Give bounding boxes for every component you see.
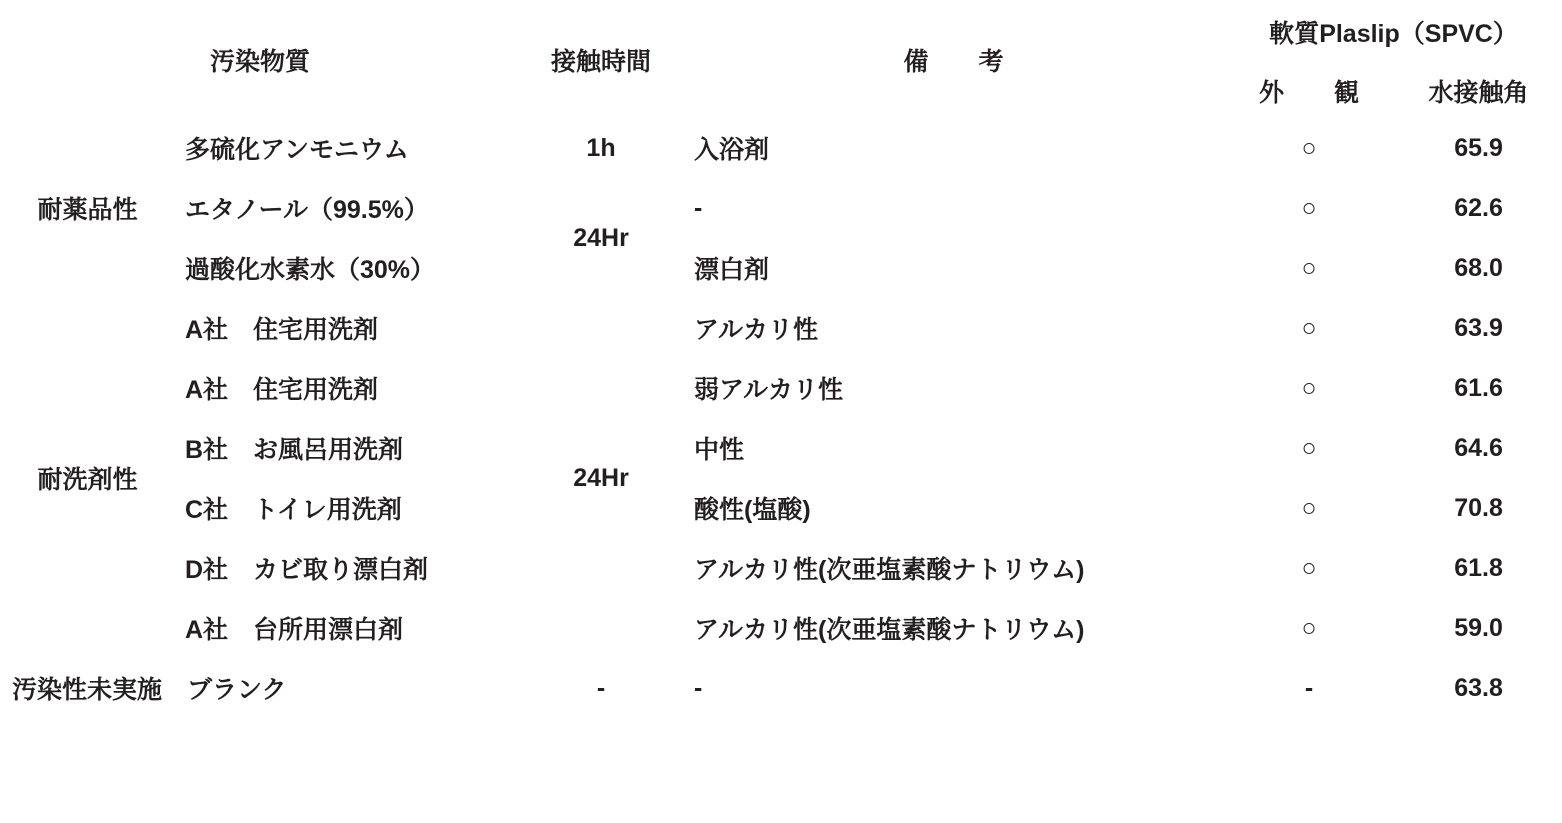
- header-row-top: [1, 1, 1562, 63]
- substance-name: C社 トイレ用洗剤: [174, 478, 519, 538]
- table-row: [1, 238, 1562, 298]
- appearance-result: ○: [1224, 598, 1394, 658]
- header-remarks: 備 考: [683, 1, 1224, 118]
- appearance-result: ○: [1224, 118, 1394, 178]
- remarks: 中性: [683, 418, 1224, 478]
- header-material: 軟質Plaslip（SPVC）: [1224, 1, 1562, 63]
- water-contact-angle-value: 63.8: [1394, 658, 1562, 718]
- substance-name: B社 お風呂用洗剤: [174, 418, 519, 478]
- header-contact-time: 接触時間: [519, 1, 683, 118]
- appearance-result: ○: [1224, 418, 1394, 478]
- table-row: [1, 358, 1562, 418]
- appearance-result: ○: [1224, 178, 1394, 238]
- water-contact-angle-value: 61.6: [1394, 358, 1562, 418]
- table-row: [1, 118, 1562, 178]
- water-contact-angle-value: 59.0: [1394, 598, 1562, 658]
- substance-name: エタノール（99.5%）: [174, 178, 519, 238]
- appearance-result: ○: [1224, 298, 1394, 358]
- footer-whitespace: [0, 719, 1562, 823]
- substance-name: A社 住宅用洗剤: [174, 298, 519, 358]
- remarks: 酸性(塩酸): [683, 478, 1224, 538]
- table-body: [1, 118, 1562, 718]
- contact-time: 24Hr: [519, 298, 683, 658]
- water-contact-angle-value: 65.9: [1394, 118, 1562, 178]
- substance-name: A社 住宅用洗剤: [174, 358, 519, 418]
- table-row: [1, 538, 1562, 598]
- remarks: 漂白剤: [683, 238, 1224, 298]
- table-row: [1, 598, 1562, 658]
- blank-label: 汚染性未実施 ブランク: [1, 658, 519, 718]
- substance-name: 過酸化水素水（30%）: [174, 238, 519, 298]
- group-label-chemical: 耐薬品性: [1, 118, 174, 298]
- table-row-blank: [1, 658, 1562, 718]
- remarks: 入浴剤: [683, 118, 1224, 178]
- table-row: [1, 178, 1562, 238]
- appearance-result: -: [1224, 658, 1394, 718]
- table-row: [1, 418, 1562, 478]
- group-label-detergent: 耐洗剤性: [1, 298, 174, 658]
- substance-name: 多硫化アンモニウム: [174, 118, 519, 178]
- water-contact-angle-value: 64.6: [1394, 418, 1562, 478]
- remarks: アルカリ性: [683, 298, 1224, 358]
- contact-time: 1h: [519, 118, 683, 178]
- table-row: [1, 298, 1562, 358]
- remarks: 弱アルカリ性: [683, 358, 1224, 418]
- substance-name: D社 カビ取り漂白剤: [174, 538, 519, 598]
- remarks: -: [683, 178, 1224, 238]
- water-contact-angle-value: 61.8: [1394, 538, 1562, 598]
- header-appearance: 外 観: [1224, 63, 1394, 118]
- table-row: [1, 478, 1562, 538]
- water-contact-angle-value: 62.6: [1394, 178, 1562, 238]
- appearance-result: ○: [1224, 478, 1394, 538]
- header-water-contact-angle: 水接触角: [1394, 63, 1562, 118]
- water-contact-angle-value: 63.9: [1394, 298, 1562, 358]
- header-substance: 汚染物質: [1, 1, 519, 118]
- appearance-result: ○: [1224, 238, 1394, 298]
- remarks: -: [683, 658, 1224, 718]
- appearance-result: ○: [1224, 358, 1394, 418]
- remarks: アルカリ性(次亜塩素酸ナトリウム): [683, 598, 1224, 658]
- water-contact-angle-value: 70.8: [1394, 478, 1562, 538]
- contact-time: -: [519, 658, 683, 718]
- substance-name: A社 台所用漂白剤: [174, 598, 519, 658]
- table-head: [1, 1, 1562, 118]
- water-contact-angle-value: 68.0: [1394, 238, 1562, 298]
- contact-time: 24Hr: [519, 178, 683, 298]
- remarks: アルカリ性(次亜塩素酸ナトリウム): [683, 538, 1224, 598]
- appearance-result: ○: [1224, 538, 1394, 598]
